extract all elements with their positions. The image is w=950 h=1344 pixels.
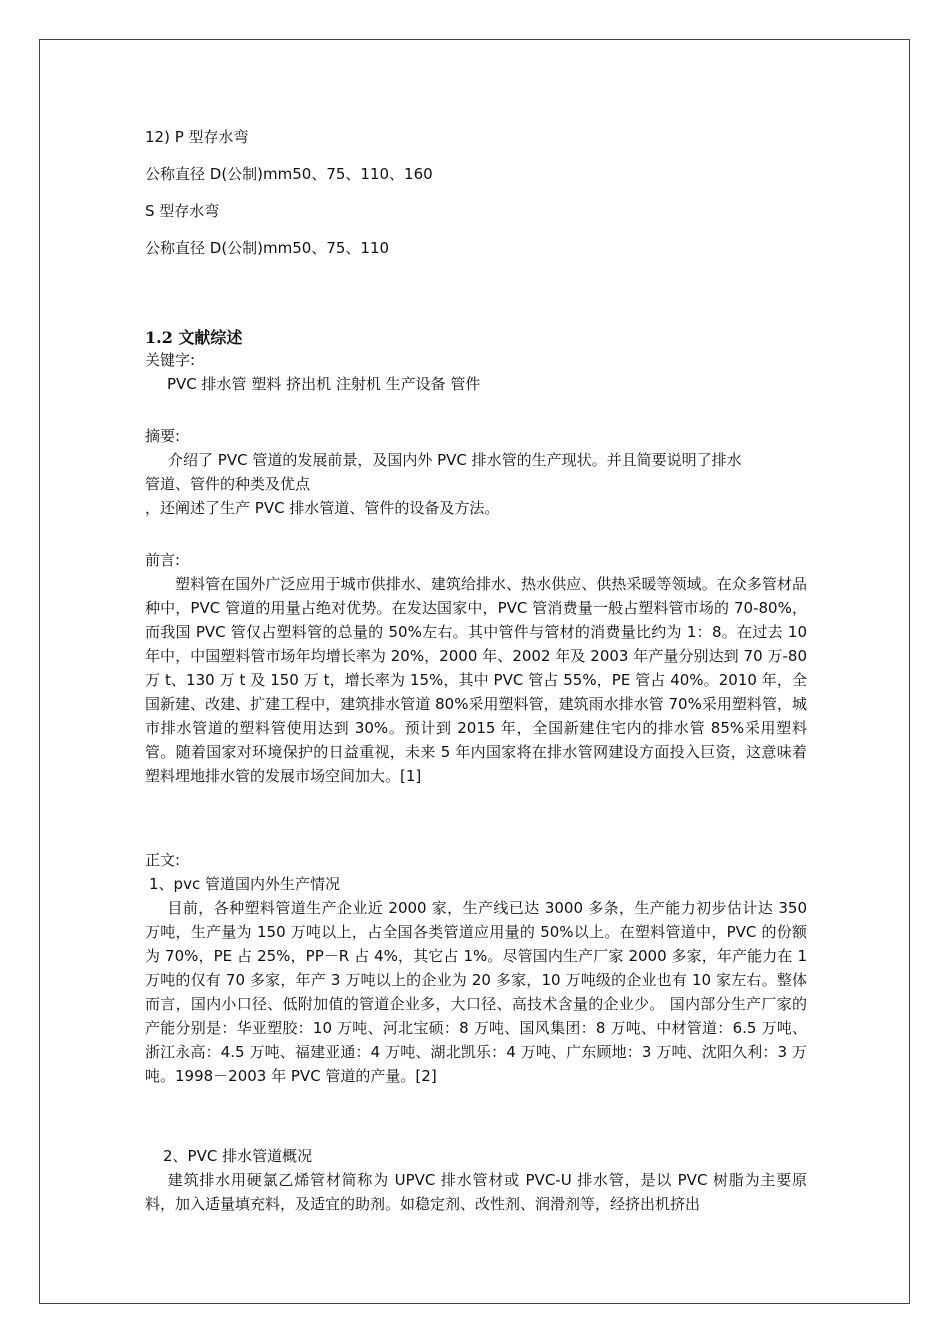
keywords-label: 关键字: — [145, 351, 196, 369]
abstract-line-1: 介绍了 PVC 管道的发展前景，及国内外 PVC 排水管的生产现状。并且简要说明了排水 — [168, 451, 742, 469]
abstract-line-2: 管道、管件的种类及优点 — [145, 475, 311, 493]
section-2-title: 2、PVC 排水管道概况 — [163, 1147, 313, 1165]
preface-text: 塑料管在国外广泛应用于城市供排水、建筑给排水、热水供应、供热采暖等领域。在众多管材品种中，PVC 管道的用量占绝对优势。在发达国家中，PVC 管消费量一般占塑料管市场的 70-80%，而我国 PVC 管仅占塑料管的总量的 50%左右。其中管件与管材的消费量比约为 1：8。在过去 10 年中，中国塑料管市场年均增长率为 20%，2000 年、2002 年及 2003 年产量分别达到 70 万-80 万 t、130 万 t 及 150 万 t，增长率为 15%，其中 PVC 管占 55%，PE 管占 40%。2010 年，全国新建、改建、扩建工程中，建筑排水管道 80%采用塑料管，建筑雨水排水管 70%采用塑料管，城市排水管道的塑料管使用达到 30%。预计到 2015 年，全国新建住宅内的排水管 85%采用塑料管。随着国家对环境保护的日益重视，未来 5 年内国家将在排水管网建设方面投入巨资，这意味着塑料埋地排水管的发展市场空间加大。[1] — [145, 575, 807, 785]
keywords-text: PVC 排水管 塑料 挤出机 注射机 生产设备 管件 — [167, 375, 481, 393]
s-trap-title: S 型存水弯 — [145, 202, 220, 220]
section-1-title: 1、pvc 管道国内外生产情况 — [149, 875, 340, 893]
section-2-text: 建筑排水用硬氯乙烯管材简称为 UPVC 排水管材或 PVC-U 排水管，是以 PVC 树脂为主要原料，加入适量填充料，及适宜的助剂。如稳定剂、改性剂、润滑剂等，经挤出机挤出 — [145, 1171, 807, 1213]
s-trap-sizes: 公称直径 D(公制)mm50、75、110 — [145, 239, 390, 257]
section-heading: 1.2 文献综述 — [145, 328, 243, 347]
abstract-label: 摘要: — [145, 427, 181, 445]
section-1-paragraph — [145, 896, 807, 1088]
abstract-line-3: ，还阐述了生产 PVC 排水管道、管件的设备及方法。 — [145, 499, 500, 517]
preface-label: 前言: — [145, 551, 181, 569]
p-trap-sizes: 公称直径 D(公制)mm50、75、110、160 — [145, 165, 433, 183]
p-trap-title: 12) P 型存水弯 — [145, 128, 249, 146]
section-2-paragraph — [145, 1168, 807, 1216]
body-label: 正文: — [145, 851, 181, 869]
section-1-text: 目前，各种塑料管道生产企业近 2000 家，生产线已达 3000 多条，生产能力初步估计达 350 万吨，生产量为 150 万吨以上，占全国各类管道应用量的 50%以上。在塑料管道中，PVC 的份额为 70%，PE 占 25%，PP－R 占 4%，其它占 1%。尽管国内生产厂家 2000 多家，年产能力在 1 万吨的仅有 70 多家，年产 3 万吨以上的企业为 20 多家，10 万吨级的企业也有 10 家左右。整体而言，国内小口径、低附加值的管道企业多，大口径、高技术含量的企业少。 国内部分生产厂家的产能分别是：华亚塑胶：10 万吨、河北宝硕：8 万吨、国风集团：8 万吨、中材管道：6.5 万吨、浙江永高：4.5 万吨、福建亚通：4 万吨、湖北凯乐：4 万吨、广东顾地：3 万吨、沈阳久利：3 万吨。1998－2003 年 PVC 管道的产量。[2] — [145, 899, 807, 1085]
preface-paragraph — [145, 572, 807, 788]
